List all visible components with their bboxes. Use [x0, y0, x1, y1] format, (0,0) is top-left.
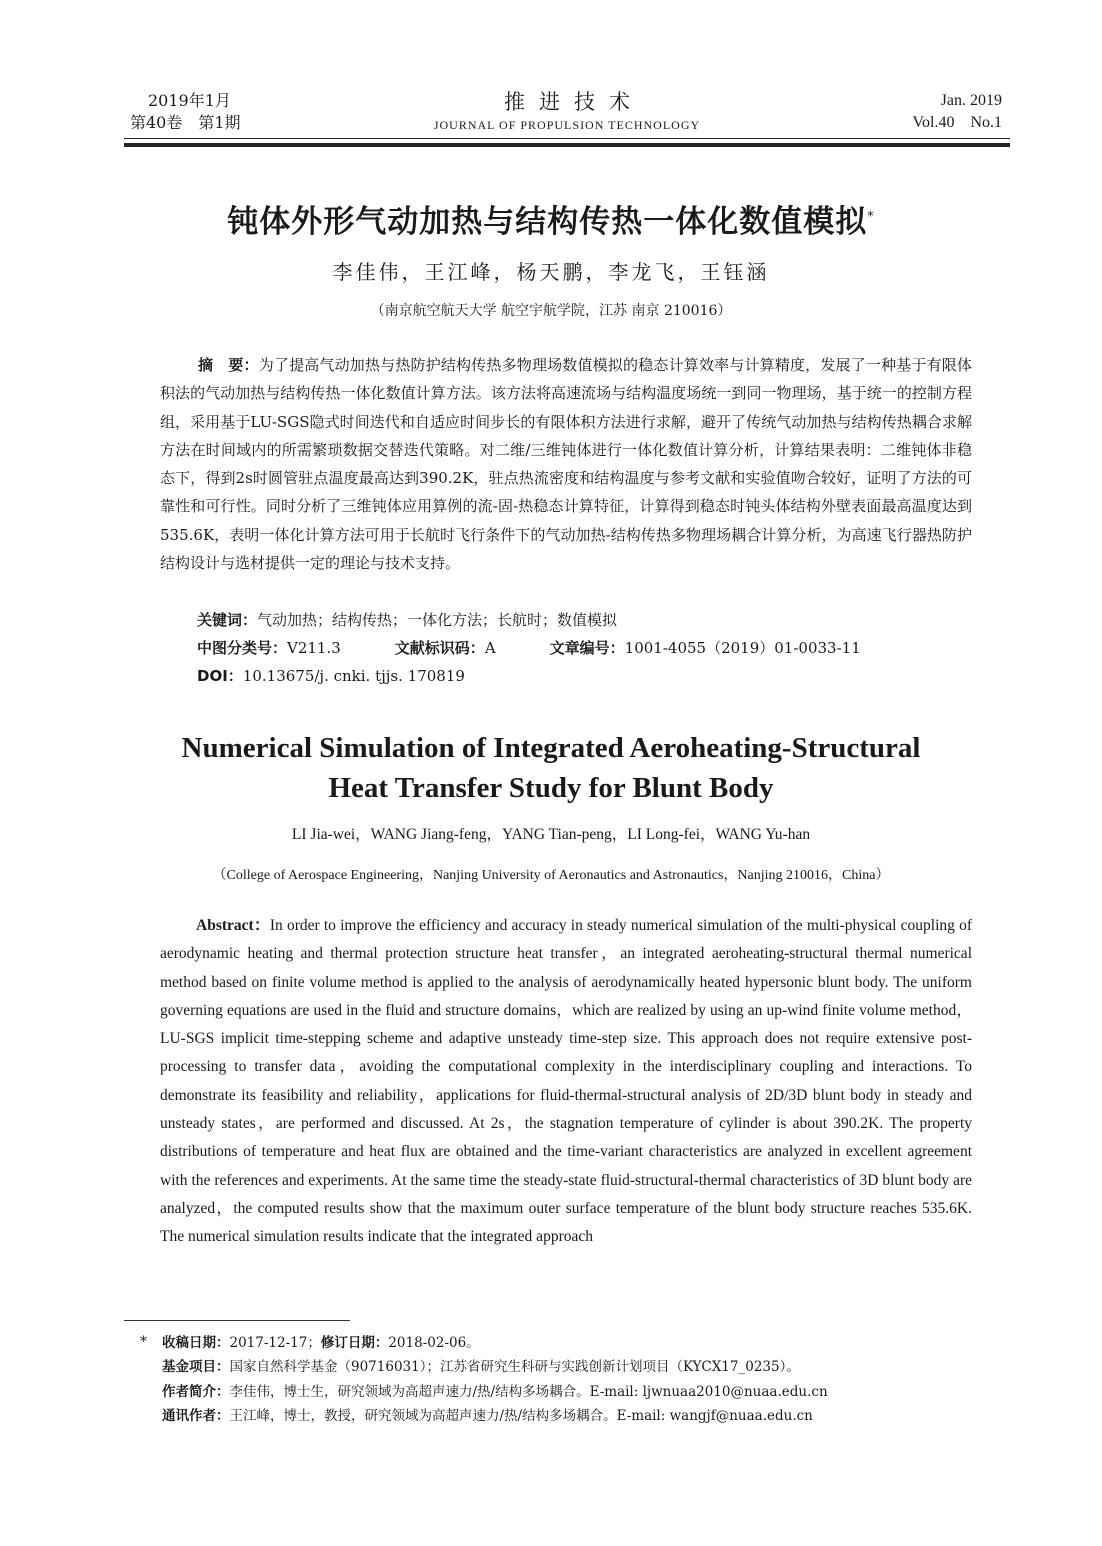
doi-value: 10.13675/j. cnki. tjjs. 170819 [242, 667, 465, 685]
authors-cn: 李佳伟，王江峰，杨天鹏，李龙飞，王钰涵 [332, 260, 770, 284]
corr-label: 通讯作者： [162, 1408, 230, 1424]
article-no-value: 1001-4055（2019）01-0033-11 [624, 639, 861, 657]
title-cn-text: 钝体外形气动加热与结构传热一体化数值模拟 [227, 204, 868, 240]
footnote-rule [124, 1320, 350, 1321]
doc-code-value: A [484, 639, 496, 657]
authors-en: LI Jia-wei，WANG Jiang-feng，YANG Tian-peng，LI Long-fei，WANG Yu-han [291, 826, 811, 843]
running-header [124, 88, 1010, 150]
keywords-cn-text: 气动加热；结构传热；一体化方法；长航时；数值模拟 [257, 611, 618, 629]
footnote-star: * [140, 1334, 147, 1350]
clc-value: V211.3 [287, 639, 341, 657]
header-rule-thin [124, 138, 1010, 139]
footnote-bio [162, 1382, 828, 1402]
received-date: 2017-12-17； [229, 1335, 321, 1351]
doi-line [197, 664, 465, 688]
affiliation-cn: （南京航空航天大学 航空宇航学院，江苏 南京 210016） [370, 303, 732, 319]
header-rule-thick [124, 143, 1010, 147]
revised-date: 2018-02-06。 [388, 1335, 480, 1351]
classification-line [197, 636, 861, 660]
abstract-cn [160, 351, 972, 577]
clc-label: 中图分类号： [197, 639, 288, 657]
keywords-cn-label: 关键词： [197, 611, 258, 629]
doi-label: DOI： [197, 667, 243, 685]
header-date-en: Jan. 2019 [940, 92, 1002, 109]
paper-title-cn [0, 196, 1102, 241]
fund-label: 基金项目： [162, 1359, 230, 1375]
abstract-en [160, 912, 972, 1252]
header-center [124, 88, 1010, 133]
journal-name-cn: 推进技术 [504, 90, 644, 114]
footnote-dates [162, 1333, 480, 1353]
footnote-fund [162, 1357, 800, 1377]
received-label: 收稿日期： [162, 1335, 230, 1351]
fund-text: 国家自然科学基金（90716031）；江苏省研究生科研与实践创新计划项目（KYCX17_0235）。 [229, 1359, 800, 1375]
header-date-cn: 2019年1月 [148, 91, 231, 110]
affiliation-en: （College of Aerospace Engineering，Nanjing University of Aeronautics and Astronautics，Nanjing 210016，China） [212, 868, 890, 883]
abstract-cn-text: 为了提高气动加热与热防护结构传热多物理场数值模拟的稳态计算效率与计算精度，发展了一种基于有限体积法的气动加热与结构传热一体化数值计算方法。该方法将高速流场与结构温度场统一到同一物理场，基于统一的控制方程组，采用基于LU-SGS隐式时间迭代和自适应时间步长的有限体积方法进行求解，避开了传统气动加热与结构传热耦合求解方法在时间域内的所需繁琐数据交替迭代策略。对二维/三维钝体进行一体化数值计算分析，计算结果表明：二维钝体非稳态下，得到2s时圆管驻点温度最高达到390.2K，驻点热流密度和结构温度与参考文献和实验值吻合较好，证明了方法的可靠性和可行性。同时分析了三维钝体应用算例的流-固-热稳态计算特征，计算得到稳态时钝头体结构外壁表面最高温度达到535.6K，表明一体化计算方法可用于长航时飞行条件下的气动加热-结构传热多物理场耦合计算分析，为高速飞行器热防护结构设计与选材提供一定的理论与技术支持。 [160, 356, 972, 573]
keywords-cn [197, 608, 617, 632]
bio-text: 李佳伟，博士生，研究领域为高超声速力/热/结构多场耦合。E-mail: ljwnuaa2010@nuaa.edu.cn [229, 1384, 828, 1400]
article-no-label: 文章编号： [549, 639, 625, 657]
title-footnote-mark: * [867, 209, 875, 225]
header-issue-cn: 第40卷 第1期 [130, 113, 241, 132]
corr-text: 王江峰，博士，教授，研究领域为高超声速力/热/结构多场耦合。E-mail: wangjf@nuaa.edu.cn [229, 1408, 813, 1424]
header-issue-en: Vol.40 No.1 [912, 114, 1002, 131]
abstract-en-label: Abstract： [196, 917, 270, 934]
revised-label: 修订日期： [320, 1335, 389, 1351]
journal-name-en: JOURNAL OF PROPULSION TECHNOLOGY [433, 118, 701, 132]
bio-label: 作者简介： [162, 1384, 230, 1400]
title-en-line2: Heat Transfer Study for Blunt Body [328, 772, 774, 804]
abstract-en-text: In order to improve the efficiency and accuracy in steady numerical simulation of the multi-physical coupling of aerodynamic heating and thermal protection structure heat transfer，an integrated aeroheating-structural thermal numerical method based on finite volume method is applied to the analysis of aerodynamically heated hypersonic blunt body. The uniform governing equations are used in the fluid and structure domains，which are realized by using an up-wind finite volume method，LU-SGS implicit time-stepping scheme and adaptive unsteady time-step size. This approach does not require extensive post-processing to transfer data，avoiding the computational complexity in the interdisciplinary coupling and interactions. To demonstrate its feasibility and reliability，applications for fluid-thermal-structural analysis of 2D/3D blunt body in steady and unsteady states，are performed and discussed. At 2s，the stagnation temperature of cylinder is about 390.2K. The property distributions of temperature and heat flux are obtained and the time-variant characteristics are analyzed in excellent agreement with the references and experiments. At the same time the steady-state fluid-structural-thermal characteristics of 3D blunt body are analyzed，the computed results show that the maximum outer surface temperature of the blunt body structure reaches 535.6K. The numerical simulation results indicate that the integrated approach [160, 917, 972, 1246]
abstract-cn-label: 摘 要： [198, 356, 259, 374]
paper-title-en [0, 728, 1102, 808]
header-right [913, 90, 1003, 134]
title-en-line1: Numerical Simulation of Integrated Aeroheating-Structural [181, 732, 921, 764]
doc-code-label: 文献标识码： [394, 639, 485, 657]
footnote-corresponding [162, 1406, 813, 1426]
